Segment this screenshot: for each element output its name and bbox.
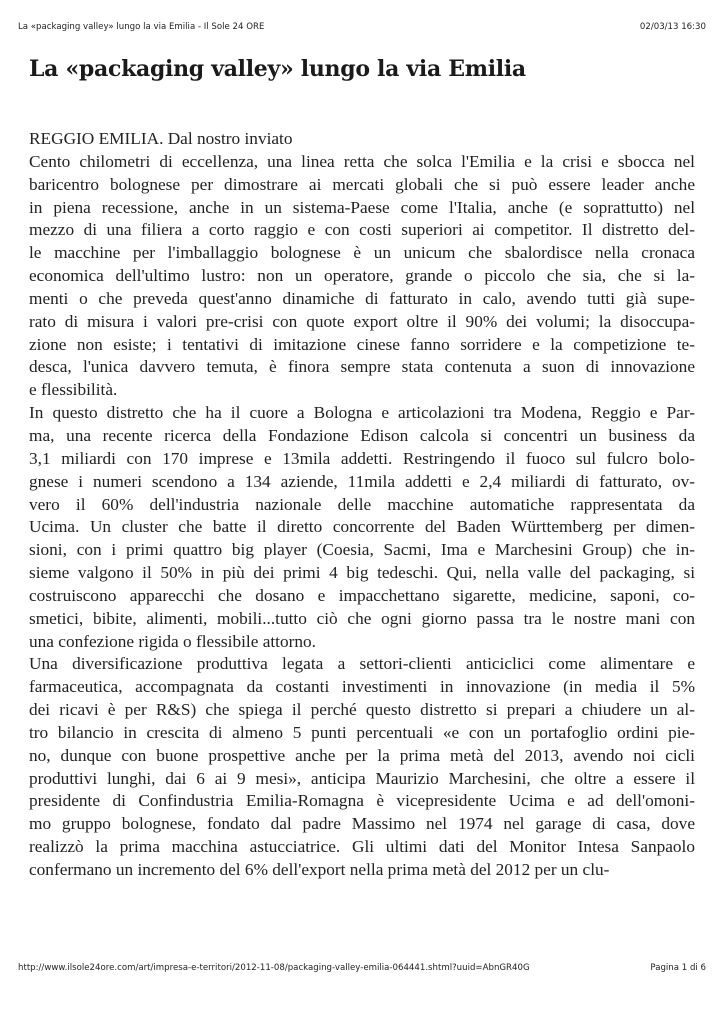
text-line: smetici, bibite, alimenti, mobili...tutto ciò che ogni giorno passa tra le nostre mani con [29, 608, 695, 628]
text-line: sioni, con i primi quattro big player (Coesia, Sacmi, Ima e Marchesini Group) che in- [29, 540, 695, 560]
paragraph [29, 402, 695, 653]
text-line: in piena recessione, anche in un sistema-Paese come l'Italia, anche (e soprattutto) nel [29, 197, 695, 217]
text-line: gnese i numeri scendono a 134 aziende, 11mila addetti e 2,4 miliardi di fatturato, ov- [29, 471, 695, 491]
text-line: 3,1 miliardi con 170 imprese e 13mila addetti. Restringendo il fuoco sul fulcro bolo- [29, 448, 695, 468]
header-datetime: 02/03/13 16:30 [639, 22, 706, 32]
text-line: dei ricavi è per R&S) che spiega il perché questo distretto si prepari a chiudere un al- [29, 700, 695, 720]
text-line: costruiscono apparecchi che dosano e impacchettano sigarette, medicine, saponi, co- [29, 585, 695, 605]
paragraph [29, 653, 695, 881]
text-line: mo gruppo bolognese, fondato dal padre Massimo nel 1974 nel garage di casa, dove [29, 814, 695, 834]
text-line: no, dunque con buone prospettive anche per la prima metà del 2013, avendo noi cicli [29, 745, 695, 765]
text-line: e flessibilità. [29, 380, 118, 400]
text-line: desca, l'unica davvero temuta, è finora sempre stata contenuta a suon di innovazione [29, 357, 695, 377]
text-line: Cento chilometri di eccellenza, una linea retta che solca l'Emilia e la crisi e sbocca nel [29, 151, 695, 171]
article-body [29, 128, 695, 882]
text-line: le macchine per l'imballaggio bolognese è un unicum che sbalordisce nella cronaca [29, 243, 695, 263]
text-line: una confezione rigida o flessibile attorno. [29, 631, 316, 651]
text-line: Ucima. Un cluster che batte il diretto concorrente del Baden Württemberg per dimen- [29, 517, 695, 537]
footer-page-label: Pagina 1 di 6 [650, 963, 706, 973]
header-page-title: La «packaging valley» lungo la via Emilia - Il Sole 24 ORE [18, 22, 265, 32]
text-line: economica dell'ultimo lustro: non un operatore, grande o piccolo che sia, che si la- [29, 266, 695, 286]
dateline [29, 128, 695, 151]
text-line: produttivi lunghi, dai 6 ai 9 mesi», anticipa Maurizio Marchesini, che oltre a essere il [29, 768, 695, 788]
text-line: realizzò la prima macchina astucciatrice. Gli ultimi dati del Monitor Intesa Sanpaolo [29, 837, 695, 857]
print-header [18, 22, 706, 32]
text-line: sieme valgono il 50% in più dei primi 4 big tedeschi. Qui, nella valle del packaging, si [29, 563, 695, 583]
text-line: farmaceutica, accompagnata da costanti investimenti in innovazione (in media il 5% [29, 677, 695, 697]
text-line: tro bilancio in crescita di almeno 5 punti percentuali «e con un portafoglio ordini pie- [29, 722, 695, 742]
print-footer [18, 963, 706, 973]
text-line: ma, una recente ricerca della Fondazione Edison calcola si concentri un business da [29, 425, 695, 445]
text-line: baricentro bolognese per dimostrare ai mercati globali che si può essere leader anche [29, 174, 695, 194]
article-title: La «packaging valley» lungo la via Emilia [29, 56, 526, 82]
text-line: Una diversificazione produttiva legata a settori-clienti anticiclici come alimentare e [29, 654, 695, 674]
text-line: In questo distretto che ha il cuore a Bologna e articolazioni tra Modena, Reggio e Par- [29, 403, 695, 423]
text-line: menti o che preveda quest'anno dinamiche di fatturato in calo, avendo tutti già supe- [29, 288, 695, 308]
text-line: presidente di Confindustria Emilia-Romagna è vicepresidente Ucima e ad dell'omoni- [29, 791, 695, 811]
dateline-text: REGGIO EMILIA. Dal nostro inviato [29, 129, 293, 148]
text-line: mezzo di una filiera a corto raggio e con costi superiori ai competitor. Il distretto del- [29, 220, 695, 240]
text-line: confermano un incremento del 6% dell'export nella prima metà del 2012 per un clu- [29, 860, 610, 879]
text-line: zione non esiste; i tentativi di imitazione cinese fanno sorridere e la competizione te- [29, 334, 695, 354]
text-line: rato di misura i valori pre-crisi con quote export oltre il 90% dei volumi; la disoccupa- [29, 311, 695, 331]
footer-url: http://www.ilsole24ore.com/art/impresa-e-territori/2012-11-08/packaging-valley-emilia-064441.shtml?uuid=AbnGR40G [18, 963, 530, 973]
text-line: vero il 60% dell'industria nazionale delle macchine automatiche rappresentata da [29, 494, 695, 514]
paragraph [29, 151, 695, 402]
